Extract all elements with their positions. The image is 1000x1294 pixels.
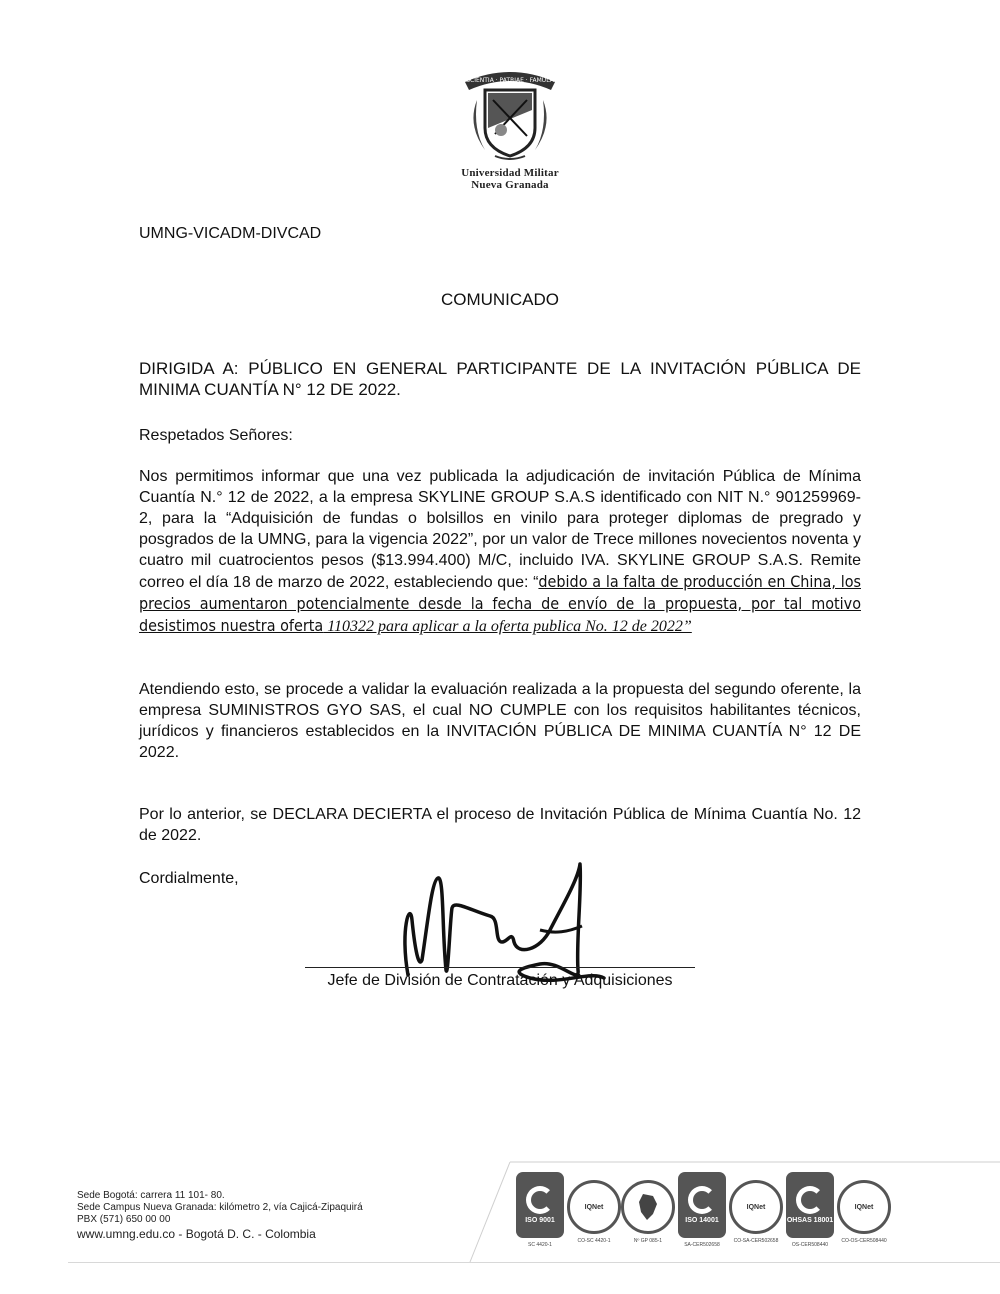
cert-gp: Nº GP 085-1	[624, 1172, 672, 1262]
cert-iqnet-14001: IQNet CO-SA-CER502658	[732, 1172, 780, 1262]
signer-title: Jefe de División de Contratación y Adquisiciones	[327, 972, 673, 989]
colombia-map-icon	[621, 1180, 675, 1234]
logo-name-line2: Nueva Granada	[471, 179, 549, 191]
university-crest-icon	[455, 60, 565, 162]
cert-iqnet-18001: IQNet CO-OS-CER508440	[840, 1172, 888, 1262]
quoted-email-reference: 110322 para aplicar a la oferta publica No. 12 de 2022”	[323, 618, 692, 635]
logo-name-line1: Universidad Militar	[461, 167, 559, 179]
footer-address-campus: Sede Campus Nueva Granada: kilómetro 2, vía Cajicá-Zipaquirá	[77, 1202, 363, 1213]
document-title: COMUNICADO	[440, 290, 560, 309]
footer-address-bogota: Sede Bogotá: carrera 11 101- 80.	[77, 1190, 225, 1201]
cert-ohsas18001: OHSAS 18001 OS-CER508440	[786, 1172, 834, 1262]
footer-website: www.umng.edu.co - Bogotá D. C. - Colombia	[77, 1227, 316, 1241]
handwritten-signature	[390, 860, 630, 990]
footer-contact	[77, 1190, 363, 1242]
certification-badges	[516, 1172, 956, 1262]
paragraph-adjudication-text: Nos permitimos informar que una vez publicada la adjudicación de invitación Pública de Mínima Cuantía N.° 12 de 2022, a la empresa SKYLINE GROUP S.A.S identificado con NIT N.° 901259969-2, para la “Adquisición de fundas o bolsillos en vinilo para proteger diplomas de pregrado y posgrados de la UMNG, para la vigencia 2022”, por un valor de Trece millones novecientos noventa y cuatro mil cuatrocientos pesos ($13.994.400) M/C, incluido IVA. SKYLINE GROUP S.A.S. Remite correo el día 18 de marzo de 2022, estableciendo que: “	[139, 468, 861, 591]
footer-phone: PBX (571) 650 00 00	[77, 1214, 171, 1225]
cert-iso9001: ISO 9001 SC 4420-1	[516, 1172, 564, 1262]
icontec-icon: ISO 14001	[678, 1172, 726, 1238]
iqnet-icon: IQNet	[729, 1180, 783, 1234]
document-reference: UMNG-VICADM-DIVCAD	[139, 225, 322, 242]
iqnet-icon: IQNet	[567, 1180, 621, 1234]
quoted-email-text: debido a la falta de producción en China, los precios aumentaron potencialmente desde la fecha de envío de la propuesta, por tal motivo desistimos nuestra oferta	[139, 572, 861, 635]
iqnet-icon: IQNet	[837, 1180, 891, 1234]
addressee: DIRIGIDA A: PÚBLICO EN GENERAL PARTICIPANTE DE LA INVITACIÓN PÚBLICA DE MINIMA CUANTÍA N° 12 DE 2022.	[139, 359, 861, 399]
university-logo	[455, 60, 565, 195]
cert-iqnet-9001: IQNet CO-SC 4420-1	[570, 1172, 618, 1262]
signature-line	[305, 967, 695, 968]
paragraph-declaration: Por lo anterior, se DECLARA DECIERTA el proceso de Invitación Pública de Mínima Cuantía No. 12 de 2022.	[139, 806, 861, 844]
closing: Cordialmente,	[139, 870, 239, 887]
icontec-icon: OHSAS 18001	[786, 1172, 834, 1238]
cert-iso14001: ISO 14001 SA-CER502658	[678, 1172, 726, 1262]
greeting: Respetados Señores:	[139, 427, 293, 444]
paragraph-evaluation: Atendiendo esto, se procede a validar la evaluación realizada a la propuesta del segundo oferente, la empresa SUMINISTROS GYO SAS, el cual NO CUMPLE con los requisitos habilitantes técnicos, jurídicos y financieros establecidos en la INVITACIÓN PÚBLICA DE MINIMA CUANTÍA N° 12 DE 2022.	[139, 681, 861, 761]
footer-bottom-line	[68, 1262, 1000, 1263]
icontec-icon: ISO 9001	[516, 1172, 564, 1238]
paragraph-adjudication	[139, 466, 861, 637]
logo-motto: SCIENTIA · PATRIAE · FAMULA	[466, 77, 554, 84]
